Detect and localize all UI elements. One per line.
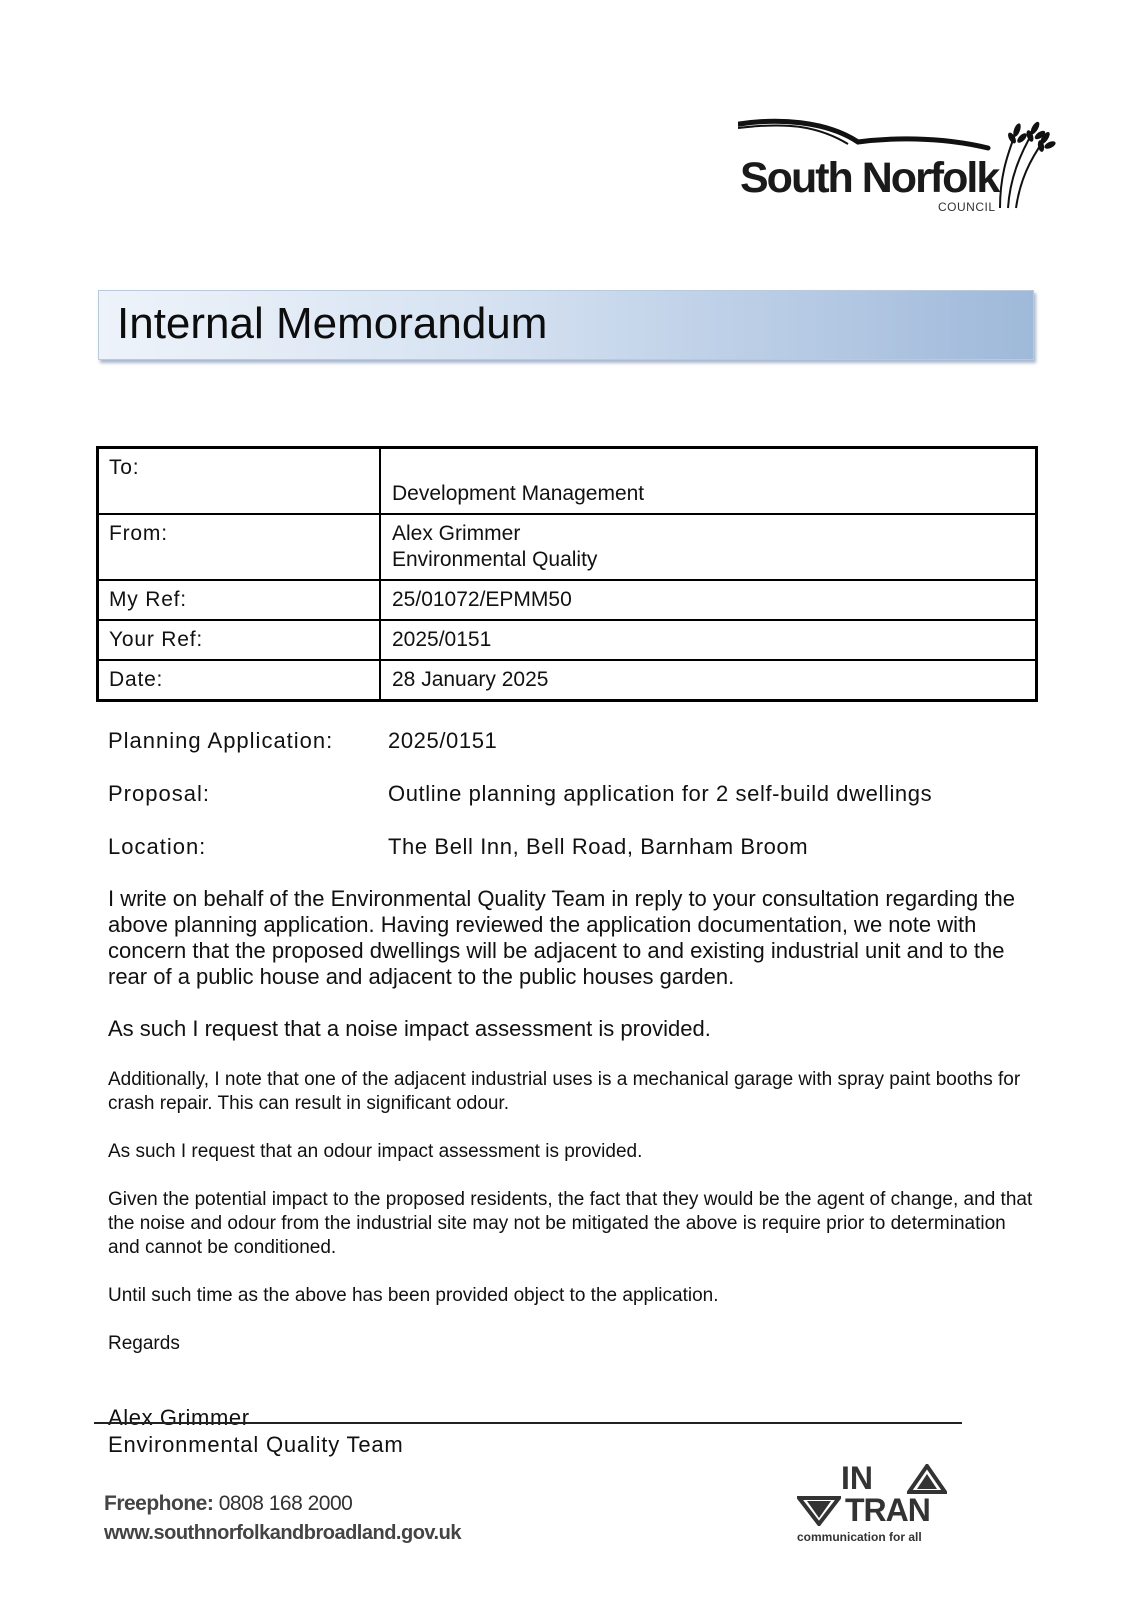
date-label: Date: bbox=[98, 660, 381, 701]
page-title: Internal Memorandum bbox=[117, 299, 548, 348]
footer-phone bbox=[104, 1492, 352, 1516]
footer-website: www.southnorfolkandbroadland.gov.uk bbox=[104, 1522, 461, 1544]
body-paragraph-3: Additionally, I note that one of the adjacent industrial uses is a mechanical garage with spray paint booths for crash repair. This can result in significant odour. bbox=[108, 1069, 1021, 1114]
your-ref-label: Your Ref: bbox=[98, 620, 381, 660]
location-value: The Bell Inn, Bell Road, Barnham Broom bbox=[388, 834, 809, 859]
body-paragraph-5: Given the potential impact to the proposed residents, the fact that they would be the agent of change, and that the noise and odour from the industrial site may not be mitigated the above is require prior to determination and cannot be conditioned. bbox=[108, 1189, 1033, 1258]
my-ref-value: 25/01072/EPMM50 bbox=[380, 580, 1037, 620]
council-logo bbox=[738, 118, 1068, 218]
closing-regards: Regards bbox=[108, 1333, 180, 1354]
intran-tagline: communication for all bbox=[797, 1530, 922, 1544]
body-paragraph-2: As such I request that a noise impact assessment is provided. bbox=[108, 1016, 711, 1041]
logo-sub: COUNCIL bbox=[938, 200, 996, 214]
body-paragraph-1: I write on behalf of the Environmental Quality Team in reply to your consultation regarding the above planning application. Having reviewed the application documentation, we note with concern that the proposed dwellings will be adjacent to and existing industrial unit and to the rear of a public house and adjacent to the public houses garden. bbox=[108, 886, 1015, 989]
from-label: From: bbox=[98, 514, 381, 580]
my-ref-label: My Ref: bbox=[98, 580, 381, 620]
logo-name: South Norfolk bbox=[740, 154, 999, 202]
proposal-label: Proposal: bbox=[108, 781, 210, 806]
planning-application-value: 2025/0151 bbox=[388, 728, 498, 753]
from-value-cell bbox=[380, 514, 1037, 580]
table-row-to bbox=[98, 448, 1037, 515]
location-label: Location: bbox=[108, 834, 207, 859]
signature-divider bbox=[94, 1422, 962, 1424]
intran-tran-text: TRAN bbox=[845, 1492, 930, 1528]
body-paragraph-4: As such I request that an odour impact assessment is provided. bbox=[108, 1141, 643, 1162]
from-name: Alex Grimmer bbox=[392, 522, 521, 545]
proposal-value: Outline planning application for 2 self-build dwellings bbox=[388, 781, 933, 806]
intran-in-text: IN bbox=[841, 1460, 873, 1496]
body-paragraph-6: Until such time as the above has been provided object to the application. bbox=[108, 1285, 719, 1306]
phone-number: 0808 168 2000 bbox=[218, 1492, 353, 1515]
phone-label: Freephone: bbox=[104, 1492, 214, 1515]
title-banner bbox=[98, 290, 1034, 360]
to-value: Development Management bbox=[380, 448, 1037, 515]
triangle-up-icon bbox=[907, 1464, 947, 1494]
your-ref-value: 2025/0151 bbox=[380, 620, 1037, 660]
table-row-from bbox=[98, 514, 1037, 580]
signature-name: Alex Grimmer bbox=[108, 1405, 250, 1430]
to-label: To: bbox=[98, 448, 381, 515]
planning-application-label: Planning Application: bbox=[108, 728, 334, 753]
table-row-my-ref bbox=[98, 580, 1037, 620]
triangle-down-icon bbox=[797, 1496, 841, 1526]
from-department: Environmental Quality bbox=[392, 548, 598, 571]
date-value: 28 January 2025 bbox=[380, 660, 1037, 701]
table-row-your-ref bbox=[98, 620, 1037, 660]
memo-header-table bbox=[96, 446, 1038, 702]
table-row-date bbox=[98, 660, 1037, 701]
intran-logo bbox=[795, 1460, 955, 1554]
signature-team: Environmental Quality Team bbox=[108, 1432, 404, 1457]
